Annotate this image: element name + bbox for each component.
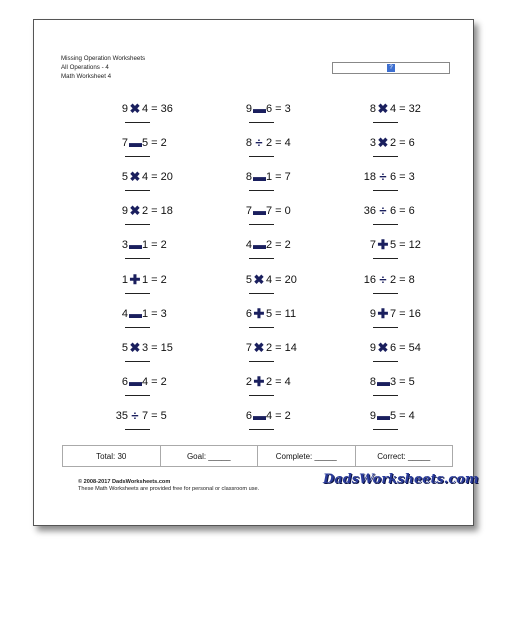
answer-line — [373, 156, 398, 157]
problem-item — [327, 271, 447, 308]
answer-line — [125, 122, 150, 123]
operation-icon: ✚ — [377, 237, 389, 253]
problem-operand: 4 — [245, 239, 252, 252]
problem-item — [203, 205, 323, 239]
problem-operand: 8 — [369, 103, 376, 115]
problem-remainder: 4 = 20 — [266, 273, 297, 286]
problem-item — [327, 373, 447, 410]
answer-line — [373, 122, 398, 123]
answer-line — [373, 224, 398, 225]
answer-line — [125, 395, 150, 396]
problem-operand: 36 — [363, 205, 376, 218]
header-subtitle: All Operations - 4 — [61, 63, 109, 71]
problem-remainder: 1 = 2 — [142, 239, 167, 252]
answer-line — [373, 190, 398, 191]
problem-item — [79, 373, 199, 410]
problem-remainder: 4 = 36 — [142, 103, 173, 115]
problem-remainder: 6 = 54 — [390, 341, 421, 354]
problem-item — [79, 103, 199, 137]
problem-item — [203, 373, 323, 410]
copyright-notice — [78, 479, 259, 493]
score-correct: Correct: _____ — [377, 451, 431, 461]
answer-line — [125, 156, 150, 157]
answer-line — [373, 361, 398, 362]
problem-operand: 6 — [245, 307, 252, 320]
problem-operand: 7 — [121, 137, 128, 150]
problem-item — [203, 339, 323, 376]
problem-operand: 9 — [245, 103, 252, 115]
problem-operand: 18 — [363, 171, 376, 184]
operation-icon: ▬ — [129, 373, 142, 389]
problem-item — [327, 171, 447, 205]
problem-operand: 6 — [121, 375, 128, 388]
copyright-line: © 2008-2017 DadsWorksheets.com — [78, 479, 171, 485]
problem-operand: 9 — [121, 103, 128, 115]
answer-line — [373, 395, 398, 396]
problem-remainder: 2 = 8 — [390, 273, 415, 286]
operation-icon: ✚ — [253, 305, 265, 321]
problem-remainder: 7 = 16 — [390, 307, 421, 320]
operation-icon: ÷ — [255, 135, 263, 151]
answer-line — [249, 429, 274, 430]
problem-item — [203, 407, 323, 444]
operation-icon: ÷ — [131, 407, 139, 423]
score-goal: Goal: _____ — [161, 446, 259, 466]
problem-operand: 16 — [363, 273, 376, 286]
problem-operand: 9 — [369, 341, 376, 354]
operation-icon: ✖ — [377, 101, 389, 116]
problem-operand: 4 — [121, 307, 128, 320]
problem-item — [79, 137, 199, 171]
operation-icon: ▬ — [253, 203, 266, 219]
problem-remainder: 1 = 3 — [142, 307, 167, 320]
problem-item — [79, 171, 199, 205]
problem-item — [327, 205, 447, 239]
problem-operand: 5 — [121, 341, 128, 354]
problem-remainder: 4 = 20 — [142, 171, 173, 184]
problem-remainder: 1 = 7 — [266, 171, 291, 184]
answer-line — [249, 361, 274, 362]
dadsworksheets-logo: DadsWorksheets.com — [323, 472, 479, 487]
problem-remainder: 1 = 2 — [142, 273, 167, 286]
answer-line — [125, 327, 150, 328]
problem-item — [79, 407, 199, 444]
qr-code-icon: ? — [387, 64, 395, 72]
problem-remainder: 5 = 2 — [142, 137, 167, 150]
problem-operand: 1 — [121, 273, 128, 286]
problem-item — [203, 171, 323, 205]
problem-item — [203, 239, 323, 273]
problem-remainder: 4 = 32 — [390, 103, 421, 115]
worksheet-page — [33, 19, 479, 526]
answer-line — [249, 122, 274, 123]
usage-line: These Math Worksheets are provided free for personal or classroom use. — [78, 486, 260, 492]
problem-operand: 3 — [121, 239, 128, 252]
problem-item — [79, 305, 199, 342]
problem-operand: 9 — [369, 409, 376, 422]
score-total: Total: 30 — [63, 446, 161, 466]
operation-icon: ▬ — [129, 305, 142, 321]
problem-operand: 7 — [245, 341, 252, 354]
operation-icon: ÷ — [379, 271, 387, 287]
problem-grid — [34, 20, 473, 440]
operation-icon: ✖ — [377, 135, 389, 151]
problem-operand: 8 — [369, 375, 376, 388]
problem-remainder: 4 = 2 — [142, 375, 167, 388]
operation-icon: ✖ — [129, 339, 141, 355]
operation-icon: ✖ — [253, 339, 265, 355]
operation-icon: ✚ — [129, 271, 141, 287]
problem-operand: 9 — [121, 205, 128, 218]
problem-item — [79, 271, 199, 308]
problem-operand: 35 — [115, 409, 128, 422]
problem-item — [327, 137, 447, 171]
operation-icon: ▬ — [253, 407, 266, 423]
answer-line — [373, 293, 398, 294]
problem-item — [327, 103, 447, 137]
problem-operand: 7 — [369, 239, 376, 252]
problem-operand: 5 — [245, 273, 252, 286]
answer-line — [249, 190, 274, 191]
problem-operand: 9 — [369, 307, 376, 320]
operation-icon: ✚ — [377, 305, 389, 321]
problem-item — [203, 305, 323, 342]
problem-item — [327, 339, 447, 376]
problem-operand: 2 — [245, 375, 252, 388]
problem-remainder: 2 = 4 — [266, 375, 291, 388]
operation-icon: ✖ — [253, 271, 265, 287]
problem-remainder: 2 = 18 — [142, 205, 173, 218]
answer-line — [125, 429, 150, 430]
header-title: Missing Operation Worksheets — [61, 55, 146, 62]
operation-icon: ▬ — [129, 237, 142, 253]
answer-line — [249, 156, 274, 157]
answer-line — [249, 293, 274, 294]
operation-icon: ÷ — [379, 203, 387, 219]
problem-operand: 3 — [369, 137, 376, 150]
problem-operand: 5 — [121, 171, 128, 184]
problem-remainder: 6 = 3 — [390, 171, 415, 184]
problem-remainder: 5 = 4 — [390, 409, 415, 422]
operation-icon: ▬ — [129, 135, 142, 151]
problem-remainder: 6 = 3 — [266, 103, 291, 115]
answer-line — [125, 361, 150, 362]
answer-line — [125, 224, 150, 225]
problem-item — [79, 339, 199, 376]
problem-remainder: 6 = 6 — [390, 205, 415, 218]
operation-icon: ✖ — [129, 101, 141, 116]
problem-item — [203, 271, 323, 308]
problem-operand: 8 — [245, 171, 252, 184]
problem-item — [203, 137, 323, 171]
problem-item — [203, 103, 323, 137]
answer-line — [373, 429, 398, 430]
problem-operand: 6 — [245, 409, 252, 422]
score-complete: Complete: _____ — [258, 446, 356, 466]
answer-line — [249, 258, 274, 259]
problem-operand: 7 — [245, 205, 252, 218]
header-worksheet-number: Math Worksheet 4 — [61, 72, 112, 80]
operation-icon: ▬ — [253, 101, 266, 116]
answer-line — [125, 293, 150, 294]
operation-icon: ▬ — [253, 237, 266, 253]
operation-icon: ÷ — [379, 169, 387, 185]
problem-remainder: 5 = 12 — [390, 239, 421, 252]
problem-remainder: 2 = 2 — [266, 239, 291, 252]
answer-line — [249, 327, 274, 328]
problem-remainder: 2 = 14 — [266, 341, 297, 354]
answer-line — [373, 258, 398, 259]
answer-line — [373, 327, 398, 328]
problem-item — [79, 239, 199, 273]
problem-item — [327, 305, 447, 342]
operation-icon: ✖ — [129, 203, 141, 219]
problem-remainder: 3 = 5 — [390, 375, 415, 388]
operation-icon: ▬ — [377, 407, 390, 423]
score-table — [62, 445, 453, 467]
answer-line — [125, 258, 150, 259]
operation-icon: ✖ — [129, 169, 141, 185]
problem-remainder: 2 = 6 — [390, 137, 415, 150]
problem-operand: 8 — [245, 137, 252, 150]
problem-remainder: 2 = 4 — [266, 137, 291, 150]
problem-remainder: 5 = 11 — [266, 307, 297, 320]
answer-line — [125, 190, 150, 191]
problem-item — [327, 239, 447, 273]
problem-remainder: 3 = 15 — [142, 341, 173, 354]
problem-remainder: 7 = 0 — [266, 205, 291, 218]
operation-icon: ▬ — [253, 169, 266, 185]
problem-remainder: 4 = 2 — [266, 409, 291, 422]
answer-line — [249, 395, 274, 396]
operation-icon: ✚ — [253, 373, 265, 389]
operation-icon: ▬ — [377, 373, 390, 389]
answer-line — [249, 224, 274, 225]
operation-icon: ✖ — [377, 339, 389, 355]
problem-item — [79, 205, 199, 239]
problem-item — [327, 407, 447, 444]
problem-remainder: 7 = 5 — [142, 409, 167, 422]
